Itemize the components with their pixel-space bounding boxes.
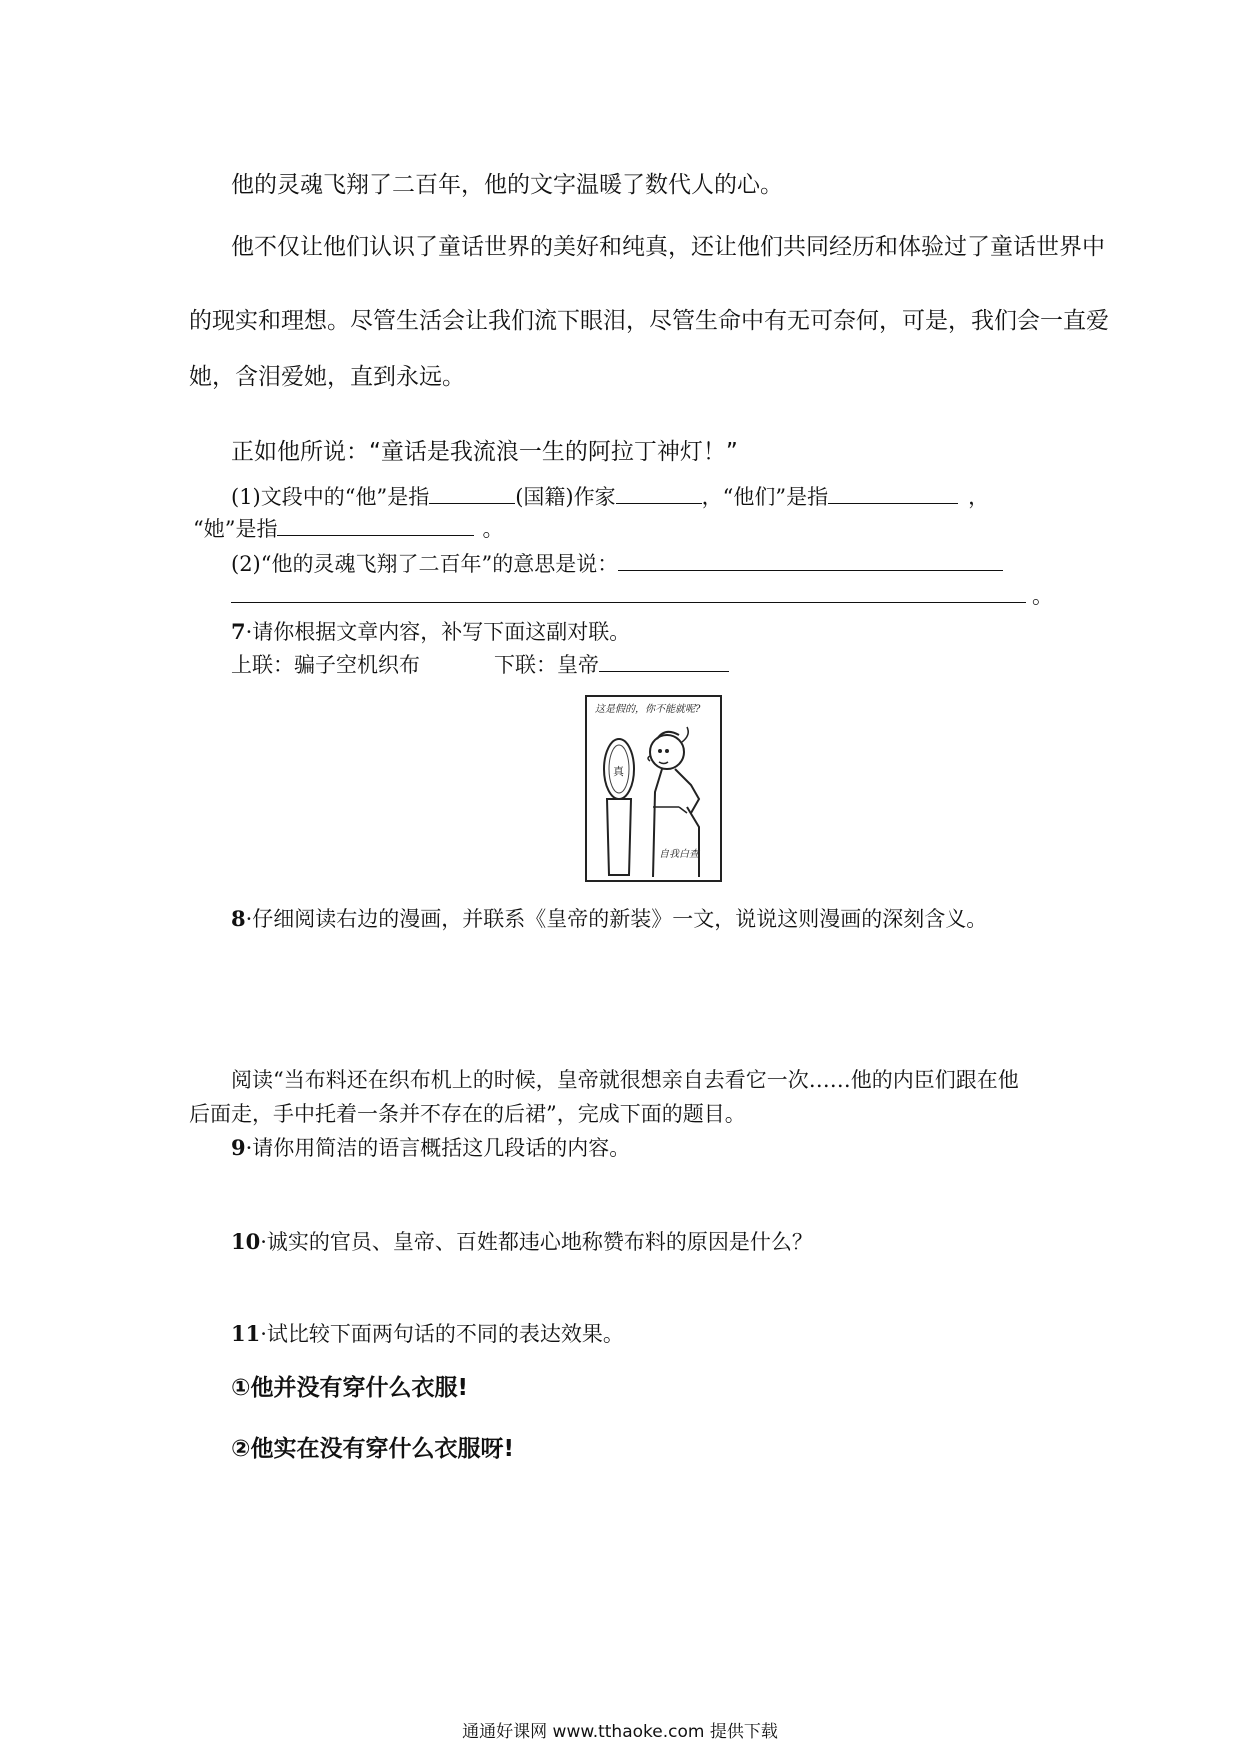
comic-drawing	[587, 697, 720, 880]
answer-blank-meaning-2[interactable]	[231, 580, 1026, 603]
reading-instruction-line-2: 后面走，手中托着一条并不存在的后裙”，完成下面的题目。	[189, 1102, 746, 1126]
sentence-2: ②他实在没有穿什么衣服呀!	[231, 1436, 514, 1462]
question-number: 8	[231, 906, 246, 931]
q1-text-f: 。	[482, 517, 504, 542]
passage-line-2: 他不仅让他们认识了童话世界的美好和纯真，还让他们共同经历和体验过了童话世界中	[231, 234, 1105, 260]
q2-text: (2)“他的灵魂飞翔了二百年”的意思是说：	[231, 552, 619, 577]
passage-quote: 正如他所说：“童话是我流浪一生的阿拉丁神灯！”	[231, 439, 738, 465]
question-7	[231, 616, 630, 646]
question-number: 11	[231, 1321, 261, 1346]
question-11	[231, 1318, 624, 1348]
question-number: 7	[231, 619, 246, 644]
question-text: ·试比较下面两句话的不同的表达效果。	[260, 1322, 624, 1346]
answer-blank-they[interactable]	[828, 481, 958, 504]
answer-blank-she[interactable]	[277, 513, 474, 536]
question-1-line-1	[231, 481, 989, 511]
answer-blank-nationality[interactable]	[429, 481, 515, 504]
passage-line-1: 他的灵魂飞翔了二百年，他的文字温暖了数代人的心。	[231, 172, 783, 198]
q1-text-a: (1)文段中的“他”是指	[231, 485, 430, 510]
sentence-1: ①他并没有穿什么衣服!	[231, 1375, 468, 1401]
q1-text-d: ，	[968, 485, 990, 510]
couplet-lower	[494, 649, 729, 679]
page-footer: 通通好课网 www.tthaoke.com 提供下载	[462, 1722, 778, 1742]
question-8	[231, 903, 987, 933]
question-1-line-2	[193, 513, 503, 543]
question-text: ·仔细阅读右边的漫画，并联系《皇帝的新装》一文，说说这则漫画的深刻含义。	[245, 907, 988, 931]
q1-text-b: (国籍)作家	[515, 485, 616, 510]
answer-blank-couplet[interactable]	[599, 649, 729, 672]
question-2-line-1	[231, 548, 1003, 578]
comic-caption-top: 这是假的，你不能就呢?	[595, 704, 701, 715]
question-2-line-2	[231, 580, 1053, 610]
answer-blank-author[interactable]	[616, 481, 702, 504]
couplet-lower-label: 下联：皇帝	[494, 653, 599, 678]
question-number: 10	[231, 1229, 261, 1254]
comic-illustration	[585, 695, 722, 882]
reading-instruction-line-1: 阅读“当布料还在织布机上的时候，皇帝就很想亲自去看它一次……他的内臣们跟在他	[231, 1068, 1019, 1092]
question-10	[231, 1226, 813, 1256]
comic-mirror-text: 真	[613, 765, 624, 778]
question-text: ·诚实的官员、皇帝、百姓都违心地称赞布料的原因是什么？	[260, 1230, 813, 1254]
q1-text-c: ，“他们”是指	[701, 485, 829, 510]
question-number: 9	[231, 1135, 246, 1160]
q2-end: 。	[1032, 584, 1053, 609]
couplet-upper: 上联：骗子空机织布	[231, 653, 420, 677]
comic-caption-side: 自我白查	[659, 849, 699, 860]
q1-text-e: “她”是指	[193, 517, 278, 542]
question-text: ·请你用简洁的语言概括这几段话的内容。	[245, 1136, 631, 1160]
passage-line-4: 她，含泪爱她，直到永远。	[189, 364, 465, 390]
question-text: ·请你根据文章内容，补写下面这副对联。	[245, 620, 631, 644]
passage-line-3: 的现实和理想。尽管生活会让我们流下眼泪，尽管生命中有无可奈何，可是，我们会一直爱	[189, 308, 1109, 334]
question-9	[231, 1132, 630, 1162]
answer-blank-meaning-1[interactable]	[618, 548, 1003, 571]
